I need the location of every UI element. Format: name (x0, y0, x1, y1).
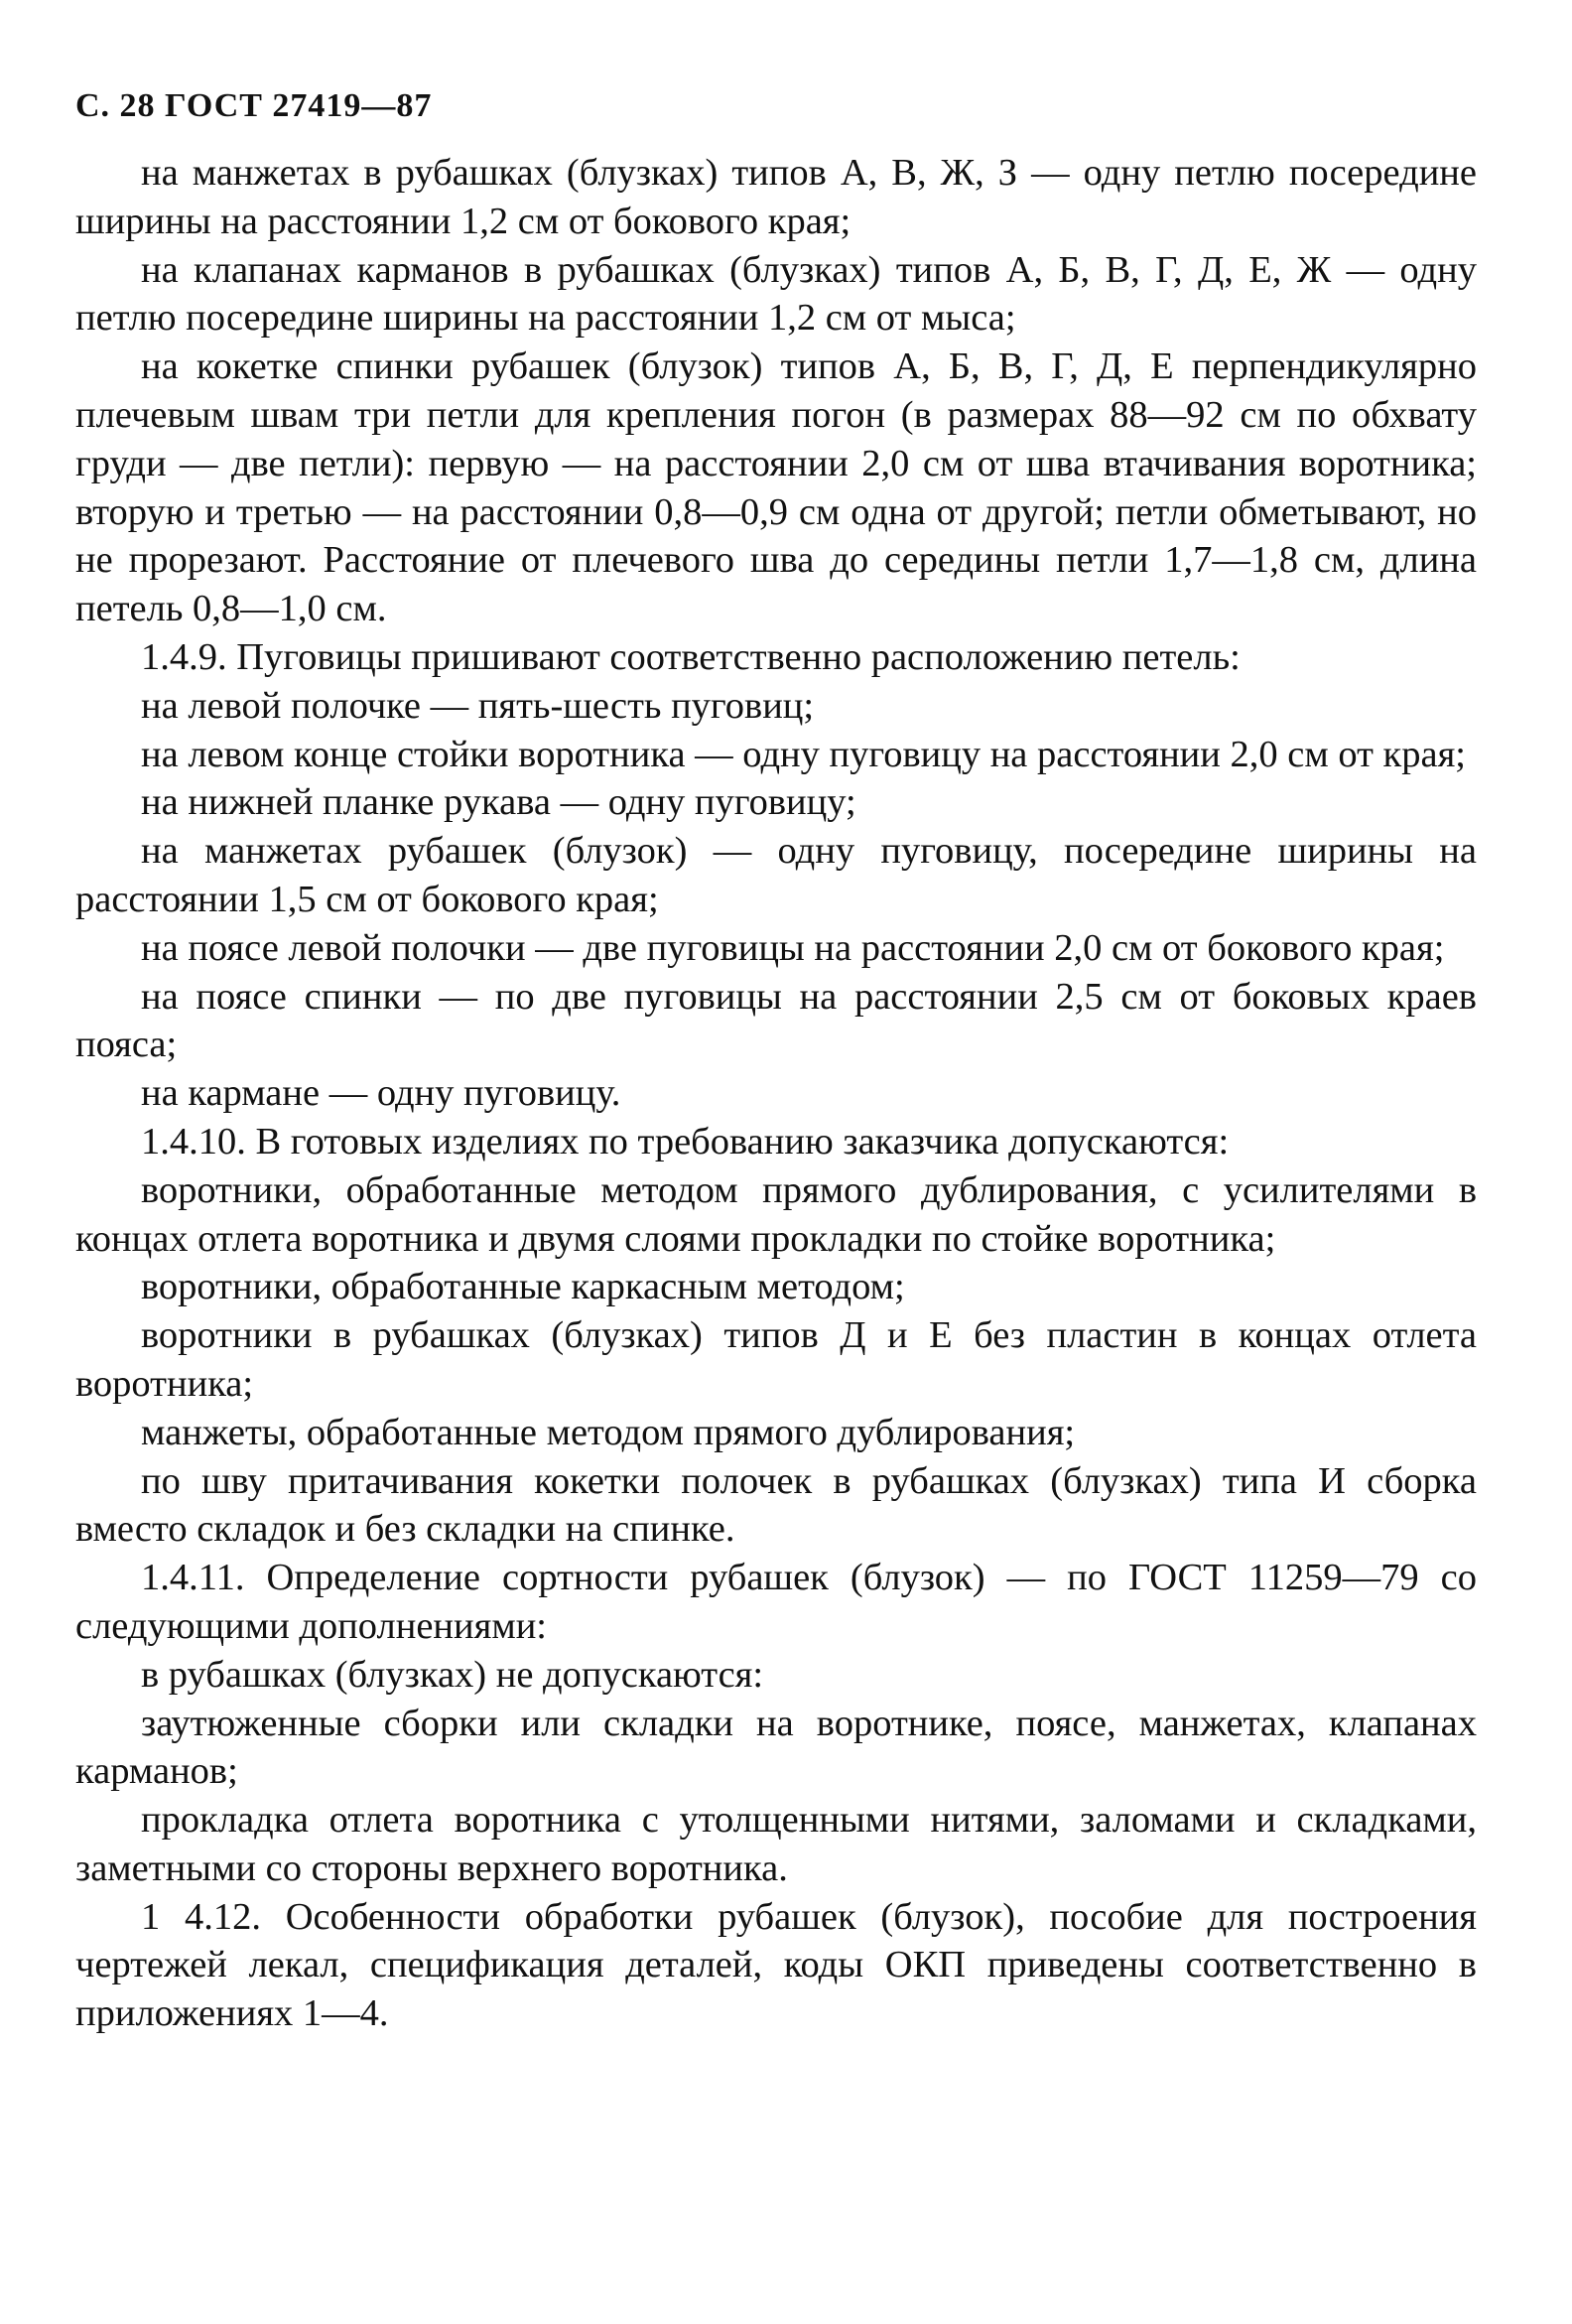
paragraph-collars-frame-method: воротники, обработанные каркасным методом; (141, 1266, 905, 1308)
paragraph-collar-stand-button: на левом конце стойки воротника — одну пуговицу на расстоянии 2,0 см от края; (141, 733, 1466, 775)
section-1-4-12: 1 4.12. Особенности обработки рубашек (блузок), пособие для построения чертежей лекал, спецификация деталей, коды ОКП приведены соответственно в приложениях 1—4. (75, 1895, 1477, 2035)
paragraph-pocket-flaps-buttonhole: на клапанах карманов в рубашках (блузках) типов А, Б, В, Г, Д, Е, Ж — одну петлю посередине ширины на расстоянии 1,2 см от мыса; (75, 248, 1477, 340)
page-header: С. 28 ГОСТ 27419—87 (75, 87, 433, 124)
paragraph-collars-direct-fusing: воротники, обработанные методом прямого дублирования, с усилителями в концах отлета воротника и двумя слоями прокладки по стойке воротника; (75, 1168, 1477, 1260)
paragraph-left-front-buttons: на левой полочке — пять-шесть пуговиц; (141, 684, 815, 727)
paragraph-pocket-button: на кармане — одну пуговицу. (141, 1072, 621, 1115)
paragraph-not-allowed: в рубашках (блузках) не допускаются: (141, 1653, 764, 1696)
section-1-4-9: 1.4.9. Пуговицы пришивают соответственно расположению петель: (141, 635, 1241, 678)
paragraph-sleeve-placket-button: на нижней планке рукава — одну пуговицу; (141, 781, 856, 824)
section-1-4-11: 1.4.11. Определение сортности рубашек (блузок) — по ГОСТ 11259—79 со следующими дополнениями: (75, 1557, 1477, 1647)
paragraph-collar-interlining: прокладка отлета воротника с утолщенными нитями, заломами и складками, заметными со стороны верхнего воротника. (75, 1799, 1477, 1889)
paragraph-cuffs-direct-fusing: манжеты, обработанные методом прямого дублирования; (141, 1411, 1076, 1453)
section-1-4-10: 1.4.10. В готовых изделиях по требованию заказчика допускаются: (141, 1120, 1230, 1162)
paragraph-cuffs-buttonhole: на манжетах в рубашках (блузках) типов А, В, Ж, З — одну петлю посередине ширины на расстоянии 1,2 см от бокового края; (75, 152, 1477, 242)
paragraph-left-front-belt-buttons: на поясе левой полочки — две пуговицы на расстоянии 2,0 см от бокового края; (141, 926, 1445, 969)
paragraph-pressed-gathers: заутюженные сборки или складки на воротнике, поясе, манжетах, клапанах карманов; (75, 1702, 1477, 1793)
paragraph-cuff-button: на манжетах рубашек (блузок) — одну пуговицу, посередине ширины на расстоянии 1,5 см от бокового края; (75, 830, 1477, 920)
paragraph-back-belt-buttons: на поясе спинки — по две пуговицы на расстоянии 2,5 см от боковых краев пояса; (75, 975, 1477, 1066)
paragraph-collars-without-stays: воротники в рубашках (блузках) типов Д и Е без пластин в концах отлета воротника; (75, 1314, 1477, 1405)
paragraph-yoke-gathering: по шву притачивания кокетки полочек в рубашках (блузках) типа И сборка вместо складок и без складки на спинке. (75, 1459, 1477, 1551)
paragraph-yoke-buttonholes: на кокетке спинки рубашек (блузок) типов А, Б, В, Г, Д, Е перпендикулярно плечевым швам три петли для крепления погон (в размерах 88—92 см по обхвату груди — две петли): первую — на расстоянии 2,0 см от шва втачивания воротника; вторую и третью — на расстоянии 0,8—0,9 см одна от другой; петли обметывают, но не прорезают. Расстояние от плечевого шва до середины петли 1,7—1,8 см, длина петель 0,8—1,0 см. (75, 345, 1477, 630)
document-body (75, 149, 1477, 2038)
